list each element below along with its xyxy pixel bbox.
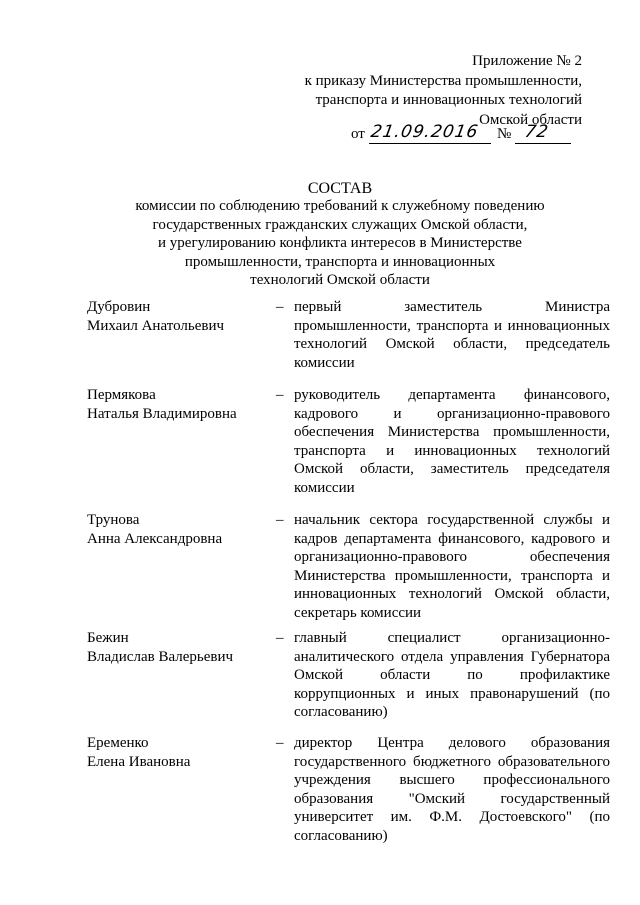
member-surname: Пермякова xyxy=(87,387,156,403)
member-name xyxy=(87,629,267,666)
member-name xyxy=(87,298,267,335)
appendix-line: Омской области xyxy=(479,111,582,128)
member-name xyxy=(87,511,267,548)
member-role: главный специалист организационно-аналитического отдела управления Губернатора Омской области по профилактике коррупционных и иных правонарушений (по согласованию) xyxy=(294,630,610,721)
member-given-names: Михаил Анатольевич xyxy=(87,317,225,334)
member-dash: – xyxy=(276,630,284,646)
member-role: руководитель департамента финансового, кадрового и организационно-правового обеспечения Министерства промышленности, транспорта и инновационных технологий Омской области, заместитель председателя комиссии xyxy=(294,387,610,496)
member-given-names: Наталья Владимировна xyxy=(87,405,237,422)
member-given-names: Владислав Валерьевич xyxy=(87,648,234,665)
order-number-label: № xyxy=(497,126,512,142)
member-role: первый заместитель Министра промышленности, транспорта и инновационных технологий Омской области, председатель комиссии xyxy=(294,299,610,371)
subtitle-line: государственных гражданских служащих Омской области, xyxy=(152,216,528,233)
order-date-handwritten: 21.09.2016 xyxy=(369,122,481,142)
member-surname: Еременко xyxy=(87,735,149,751)
member-surname: Трунова xyxy=(87,512,140,528)
subtitle-line: технологий Омской области xyxy=(250,272,430,289)
member-surname: Дубровин xyxy=(87,299,151,315)
member-dash: – xyxy=(276,387,284,403)
order-number-handwritten: 72 xyxy=(523,122,551,142)
order-number-underline xyxy=(515,143,571,144)
subtitle-line: и урегулированию конфликта интересов в Министерстве xyxy=(158,235,522,252)
member-dash: – xyxy=(276,512,284,528)
member-role: директор Центра делового образования государственного бюджетного образовательного учреждения высшего профессионального образования "Омский государственный университет им. Ф.М. Достоевского" (по согласованию) xyxy=(294,735,610,844)
subtitle-line: промышленности, транспорта и инновационных xyxy=(184,253,496,270)
member-role: начальник сектора государственной службы и кадров департамента финансового, кадрового и организационно-правового обеспечения Министерства промышленности, транспорта и инновационных технологий Омской области, секретарь комиссии xyxy=(294,512,610,621)
order-date-underline xyxy=(369,143,491,144)
member-name xyxy=(87,734,267,771)
member-dash: – xyxy=(276,735,284,751)
appendix-line: к приказу Министерства промышленности, xyxy=(304,72,582,89)
appendix-line: транспорта и инновационных технологий xyxy=(315,92,582,108)
appendix-header xyxy=(305,52,582,130)
document-subtitle xyxy=(100,197,580,290)
member-dash: – xyxy=(276,299,284,315)
order-from-label: от xyxy=(351,126,365,142)
appendix-line: Приложение № 2 xyxy=(472,53,582,69)
order-reference xyxy=(351,122,591,146)
member-given-names: Елена Ивановна xyxy=(87,753,191,770)
member-surname: Бежин xyxy=(87,630,129,646)
document-title: СОСТАВ xyxy=(307,180,373,197)
member-given-names: Анна Александровна xyxy=(87,530,223,547)
member-name xyxy=(87,386,267,423)
subtitle-line: комиссии по соблюдению требований к служебному поведению xyxy=(135,198,545,214)
